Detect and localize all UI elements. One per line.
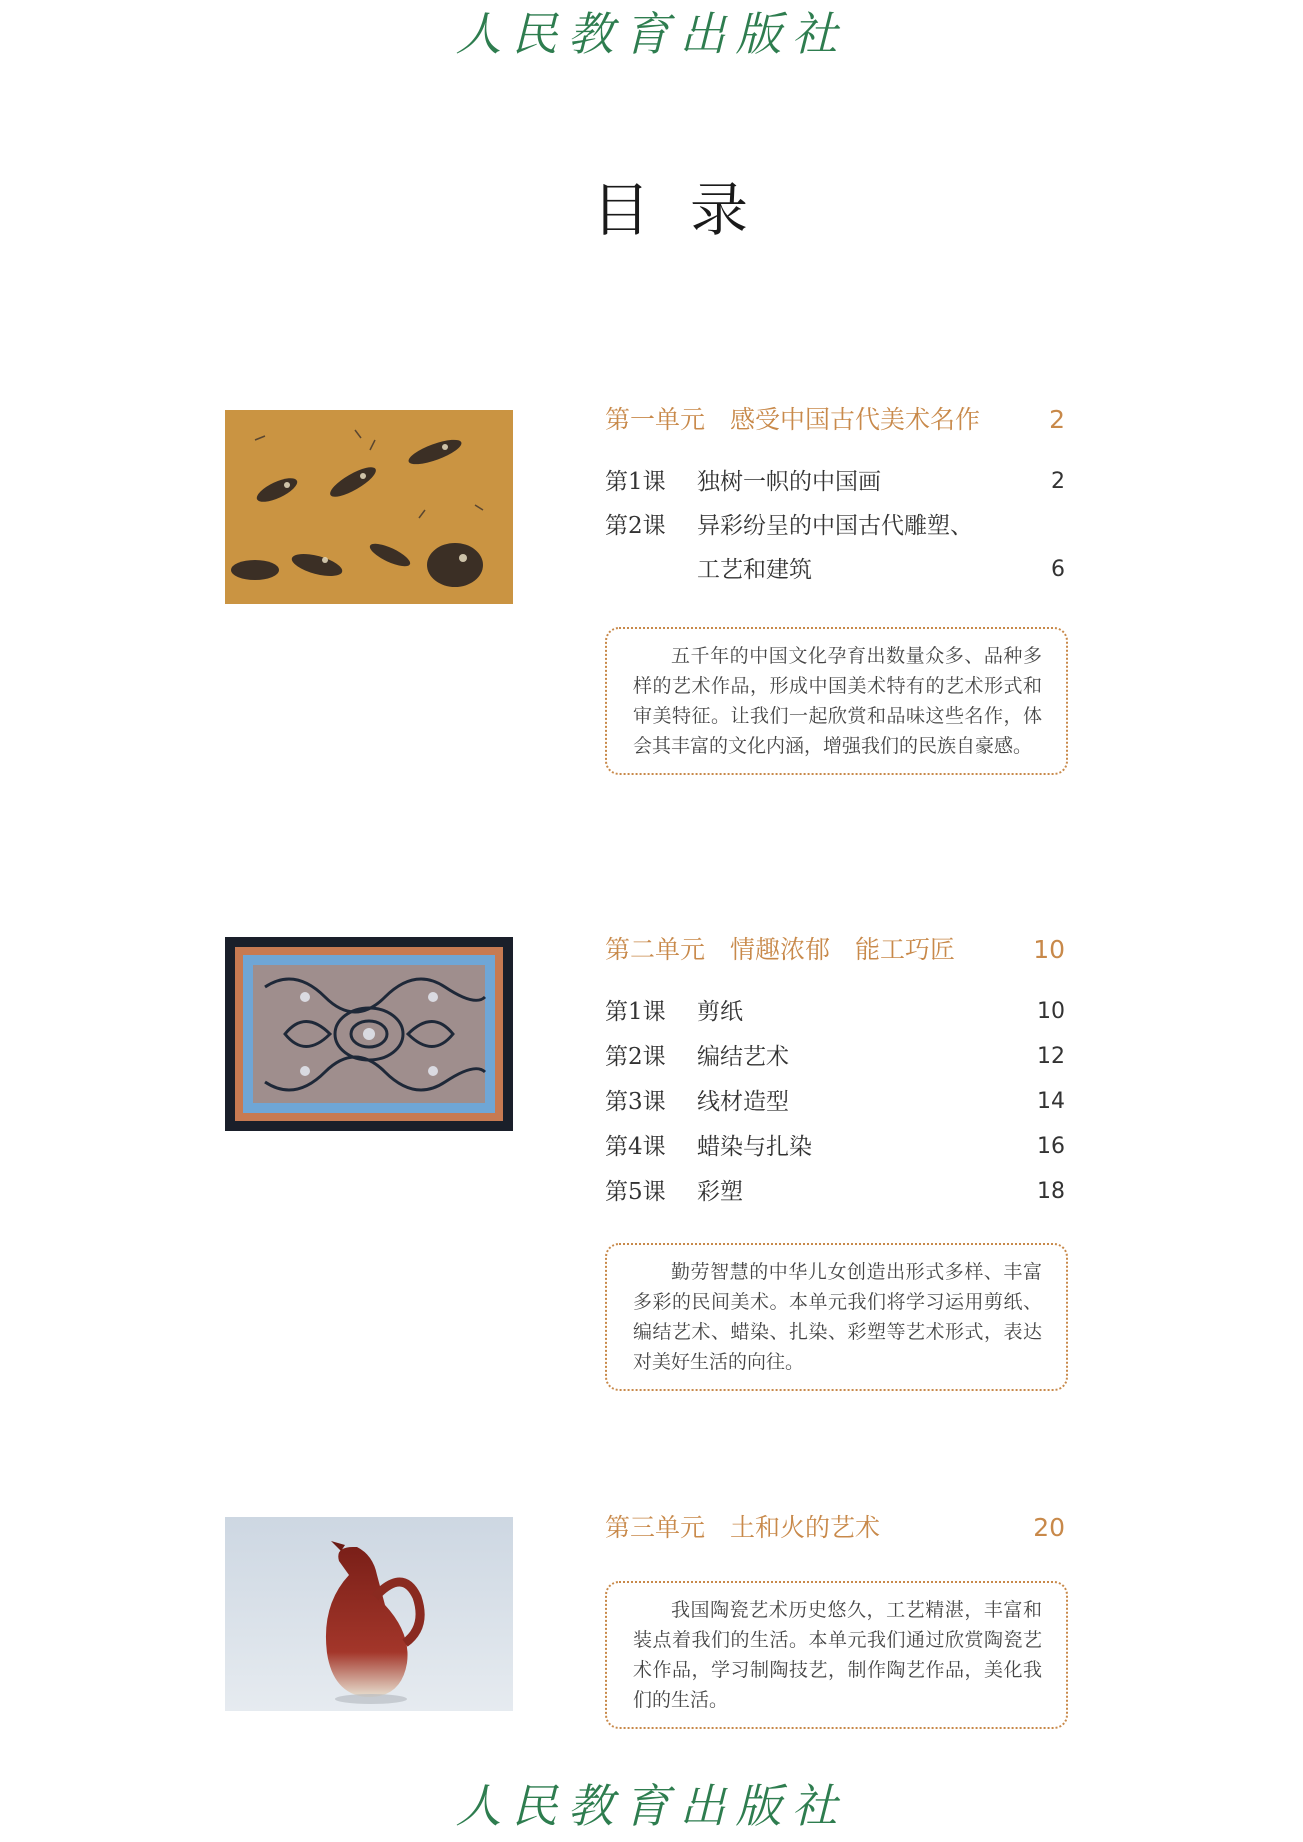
- lesson-number: 第5课: [605, 1179, 666, 1205]
- unit-3-page: 20: [1033, 1513, 1065, 1542]
- unit-1-heading[interactable]: [605, 402, 1065, 438]
- lesson-item[interactable]: [605, 1035, 1065, 1079]
- unit-2-intro: 勤劳智慧的中华儿女创造出形式多样、丰富多彩的民间美术。本单元我们将学习运用剪纸、编结艺术、蜡染、扎染、彩塑等艺术形式，表达对美好生活的向往。: [605, 1243, 1068, 1391]
- lesson-page: 18: [1037, 1179, 1065, 1204]
- painting-birds-icon: [225, 410, 513, 604]
- lesson-item[interactable]: [605, 460, 1065, 504]
- lesson-title: 编结艺术: [697, 1044, 789, 1070]
- lesson-title: 蜡染与扎染: [697, 1134, 812, 1160]
- lesson-item[interactable]: [605, 1080, 1065, 1124]
- lesson-page: 2: [1051, 469, 1065, 494]
- lesson-number: 第3课: [605, 1089, 666, 1115]
- unit-2-page: 10: [1033, 935, 1065, 964]
- lesson-item-continued[interactable]: [605, 548, 1065, 592]
- unit-1-intro: 五千年的中国文化孕育出数量众多、品种多样的艺术作品，形成中国美术特有的艺术形式和审美特征。让我们一起欣赏和品味这些名作，体会其丰富的文化内涵，增强我们的民族自豪感。: [605, 627, 1068, 775]
- unit-1-page: 2: [1049, 405, 1065, 434]
- lesson-page: 10: [1037, 999, 1065, 1024]
- lesson-title: 彩塑: [697, 1179, 743, 1205]
- lesson-number: 第2课: [605, 513, 666, 539]
- lesson-number: 第4课: [605, 1134, 666, 1160]
- lesson-page: 16: [1037, 1134, 1065, 1159]
- lesson-item[interactable]: [605, 1125, 1065, 1169]
- unit-3-title: 第三单元 土和火的艺术: [605, 1513, 881, 1542]
- lesson-title: 独树一帜的中国画: [697, 469, 881, 495]
- lesson-page: 12: [1037, 1044, 1065, 1069]
- lesson-title: 工艺和建筑: [697, 557, 812, 583]
- lesson-title: 异彩纷呈的中国古代雕塑、: [697, 513, 973, 539]
- lesson-item[interactable]: [605, 990, 1065, 1034]
- lesson-item[interactable]: [605, 1170, 1065, 1214]
- lesson-page: 6: [1051, 557, 1065, 582]
- unit-3-intro: 我国陶瓷艺术历史悠久，工艺精湛，丰富和装点着我们的生活。本单元我们通过欣赏陶瓷艺术作品，学习制陶技艺，制作陶艺作品，美化我们的生活。: [605, 1581, 1068, 1729]
- lesson-number: 第2课: [605, 1044, 666, 1070]
- lesson-title: 线材造型: [697, 1089, 789, 1115]
- lesson-item[interactable]: [605, 504, 1065, 548]
- lesson-title: 剪纸: [697, 999, 743, 1025]
- unit-1-title: 第一单元 感受中国古代美术名作: [605, 405, 981, 434]
- lesson-page: 14: [1037, 1089, 1065, 1114]
- publisher-logo-top: 人民教育出版社: [455, 7, 848, 61]
- embroidered-textile-icon: [225, 937, 513, 1131]
- publisher-logo-bottom: 人民教育出版社: [455, 1779, 848, 1833]
- page-title: 目录: [591, 176, 788, 244]
- ceramic-vessel-icon: [225, 1517, 513, 1711]
- unit-2-heading[interactable]: [605, 932, 1065, 968]
- unit-2-title: 第二单元 情趣浓郁 能工巧匠: [605, 935, 956, 964]
- lesson-number: 第1课: [605, 469, 666, 495]
- unit-3-heading[interactable]: [605, 1510, 1065, 1546]
- lesson-number: 第1课: [605, 999, 666, 1025]
